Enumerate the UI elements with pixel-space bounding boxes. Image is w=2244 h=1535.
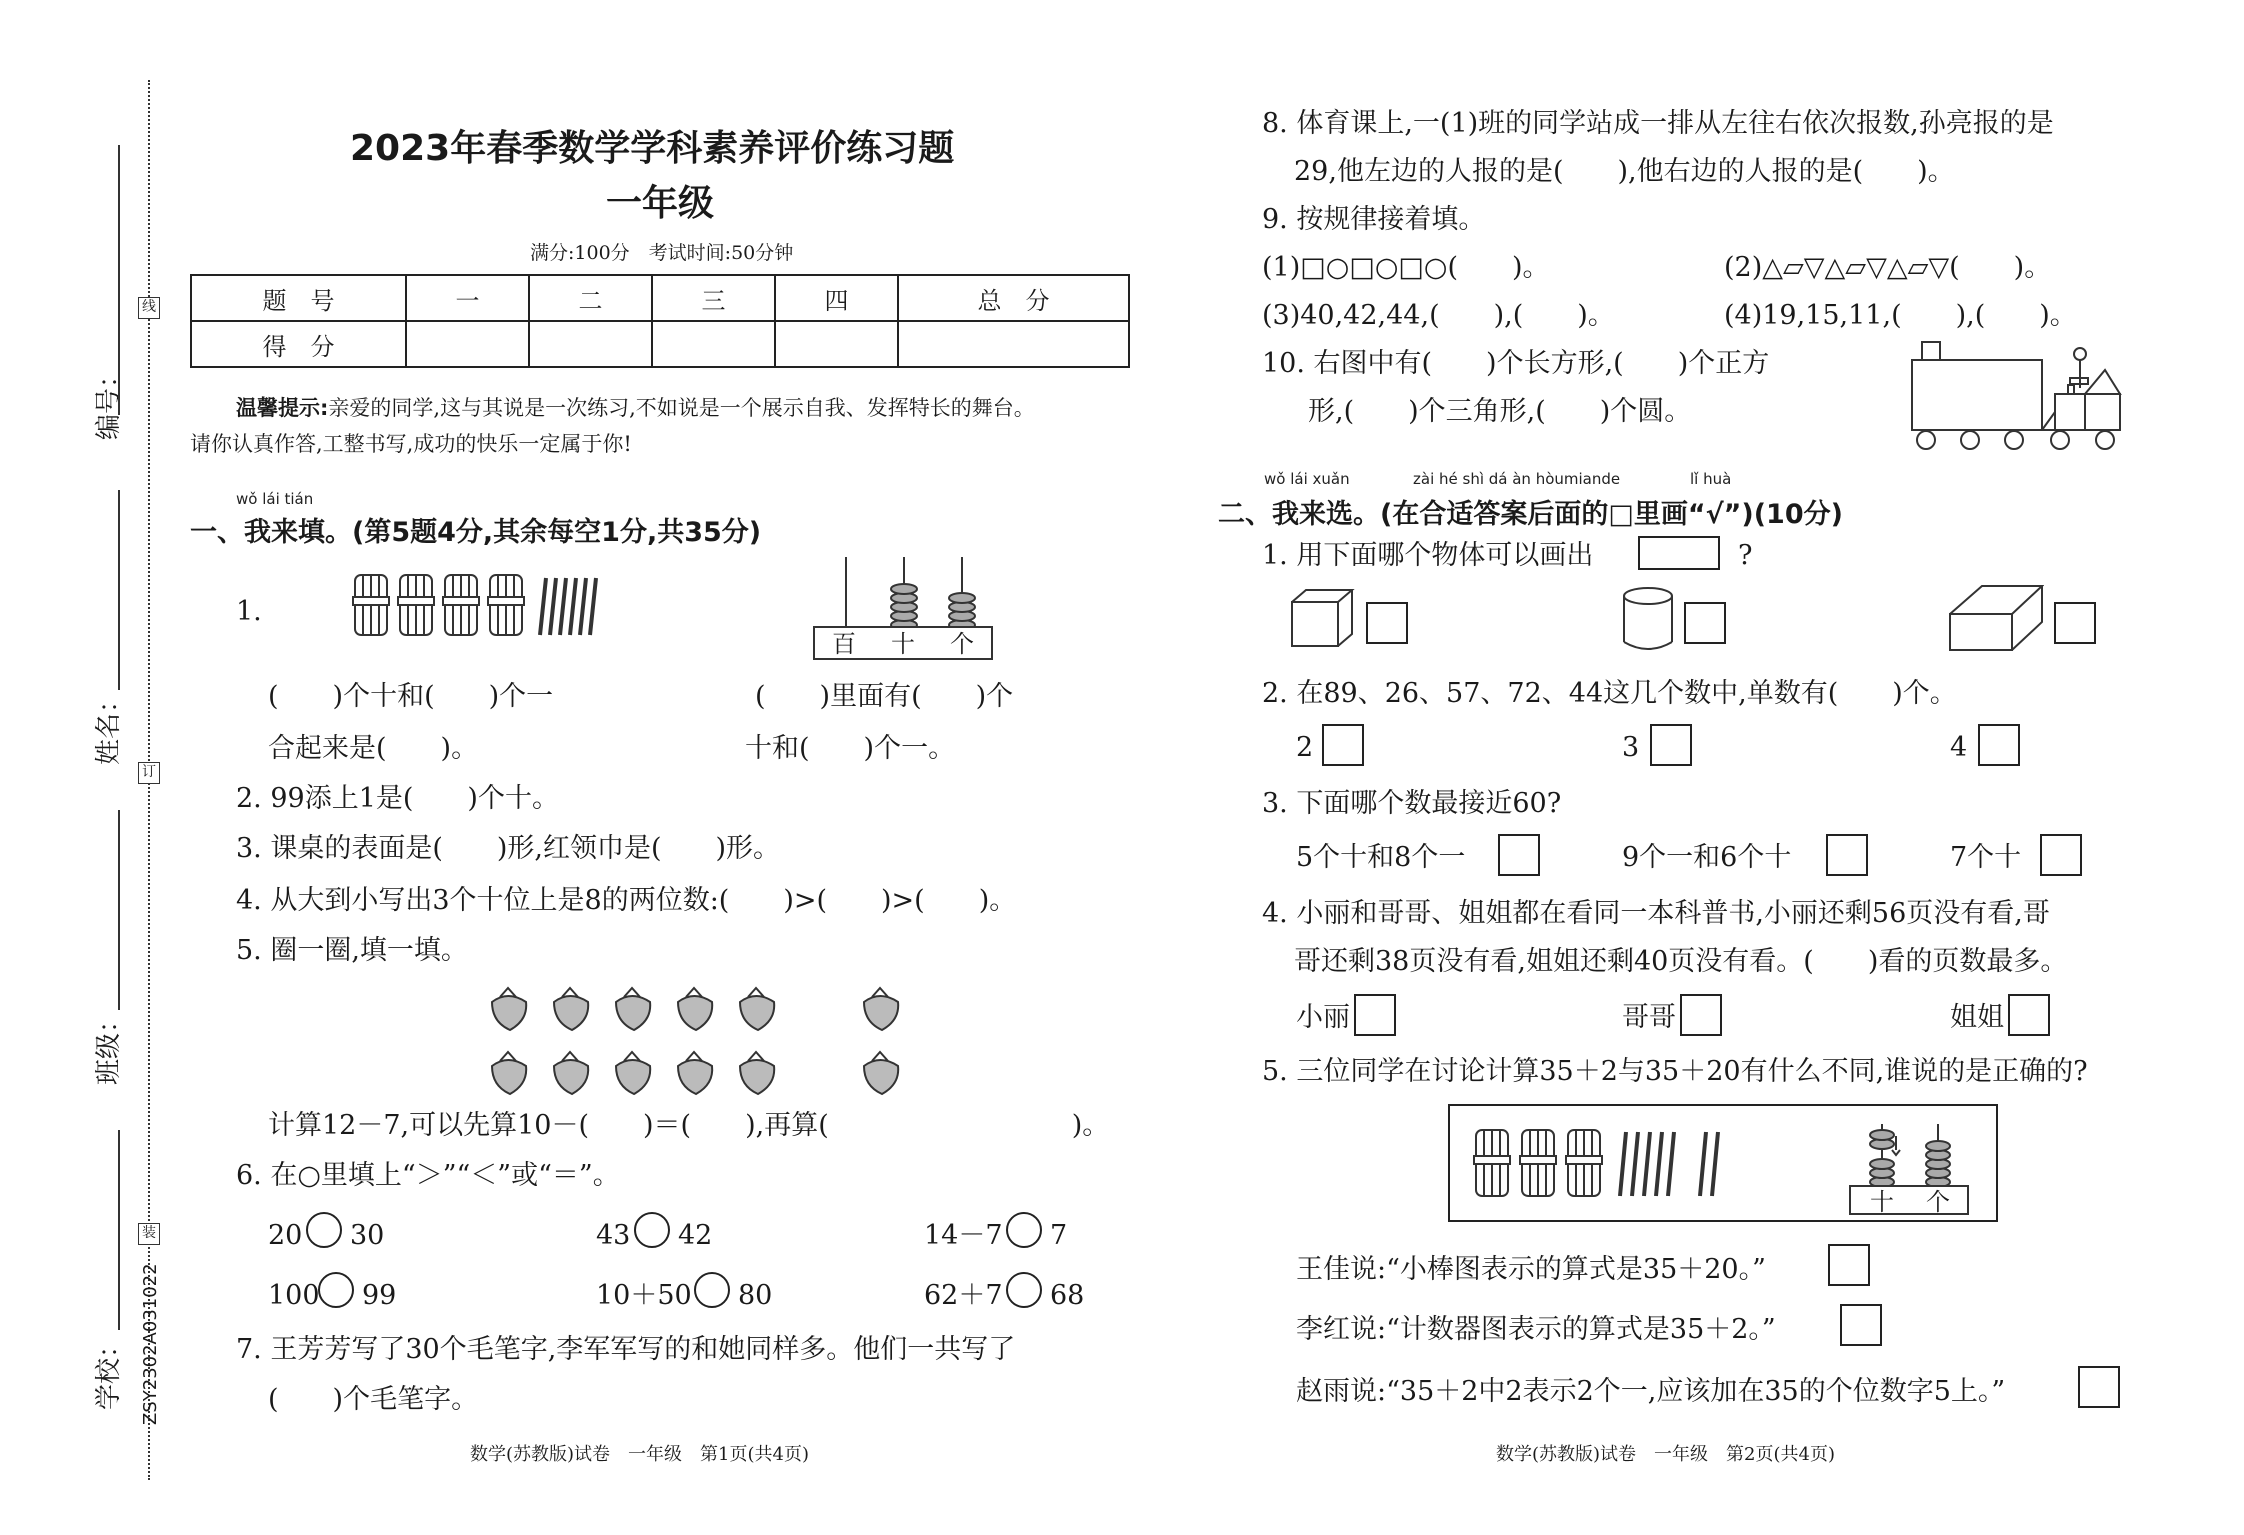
s2-pinyin-1: wǒ lái xuǎn <box>1264 470 1350 488</box>
answer-checkbox[interactable] <box>1828 1244 1870 1286</box>
compare-3-left: 14－7 <box>924 1220 1003 1251</box>
cylinder-figure <box>1620 586 1676 652</box>
choice-4-opt-b: 哥哥 <box>1622 1002 1676 1033</box>
strawberry <box>740 1052 774 1094</box>
tip-line2: 请你认真作答,工整书写,成功的快乐一定属于你! <box>190 432 632 456</box>
compare-1-right: 30 <box>350 1220 385 1251</box>
abacus-label-tens: 十 <box>891 630 915 658</box>
strawberry <box>864 1052 898 1094</box>
single-sticks <box>1620 1132 1718 1196</box>
answer-checkbox[interactable] <box>2008 994 2050 1036</box>
q1-right-line1: ( )里面有( )个 <box>755 681 1014 712</box>
compare-2-right: 42 <box>678 1220 713 1251</box>
score-cell[interactable] <box>775 321 898 367</box>
tip-text: 亲爱的同学,这与其说是一次练习,不如说是一个展示自我、发挥特长的舞台。 <box>328 396 1035 420</box>
strawberry <box>554 988 588 1030</box>
name-line <box>118 490 120 690</box>
q8-line1: 8. 体育课上,一(1)班的同学站成一排从左往右依次报数,孙亮报的是 <box>1262 108 2054 139</box>
s2-pinyin-2: zài hé shì dá àn hòumiande <box>1413 470 1621 488</box>
q10-line1: 10. 右图中有( )个长方形,( )个正方 <box>1262 348 1770 379</box>
question-9: 9. 按规律接着填。 <box>1262 204 1486 235</box>
answer-checkbox[interactable] <box>2054 602 2096 644</box>
choice-3: 3. 下面哪个数最接近60? <box>1262 788 1562 819</box>
right-footer: 数学(苏教版)试卷 一年级 第2页(共4页) <box>1496 1444 1835 1465</box>
strawberry <box>616 1052 650 1094</box>
choice-3-opt-b: 9个一和6个十 <box>1622 842 1792 873</box>
q1-right-line2: 十和( )个一。 <box>745 733 956 764</box>
abacus-label-ones: 个 <box>950 630 974 658</box>
compare-circle[interactable] <box>318 1272 354 1308</box>
score-cell[interactable] <box>529 321 652 367</box>
binding-tag-ding: 订 <box>138 762 160 784</box>
answer-checkbox[interactable] <box>1826 834 1868 876</box>
c5-statement-2: 李红说:“计数器图表示的算式是35＋2。” <box>1296 1314 1776 1345</box>
left-footer: 数学(苏教版)试卷 一年级 第1页(共4页) <box>470 1444 809 1465</box>
answer-checkbox[interactable] <box>1498 834 1540 876</box>
cube-figure <box>1290 588 1356 648</box>
answer-checkbox[interactable] <box>2078 1366 2120 1408</box>
strawberry <box>554 1052 588 1094</box>
choice-3-opt-a: 5个十和8个一 <box>1296 842 1466 873</box>
strawberry <box>492 1052 526 1094</box>
stick-bundle <box>488 575 524 635</box>
score-head-label: 题 号 <box>191 275 406 321</box>
section2-title: 二、我来选。(在合适答案后面的□里画“√”)(10分) <box>1218 499 1843 530</box>
tip-line1 <box>236 392 1035 422</box>
compare-circle[interactable] <box>1006 1212 1042 1248</box>
binding-tag-zhuang: 装 <box>138 1223 160 1245</box>
choice-4-line1: 4. 小丽和哥哥、姐姐都在看同一本科普书,小丽还剩56页没有看,哥 <box>1262 898 2050 929</box>
answer-checkbox[interactable] <box>1978 724 2020 766</box>
answer-checkbox[interactable] <box>1840 1304 1882 1346</box>
train-figure <box>1910 340 2125 452</box>
question-6: 6. 在○里填上“＞”“＜”或“＝”。 <box>236 1160 620 1191</box>
compare-circle[interactable] <box>694 1272 730 1308</box>
abacus-label-hundreds: 百 <box>832 630 856 658</box>
c5-sticks-figure <box>1470 1124 1790 1204</box>
choice-2: 2. 在89、26、57、72、44这几个数中,单数有( )个。 <box>1262 678 1957 709</box>
answer-checkbox[interactable] <box>1322 724 1364 766</box>
answer-checkbox[interactable] <box>2040 834 2082 876</box>
choice-2-opt-c: 4 <box>1950 732 1968 763</box>
strawberry-figure <box>480 980 920 1100</box>
answer-checkbox[interactable] <box>1684 602 1726 644</box>
q1-number: 1. <box>236 596 262 627</box>
stick-bundle <box>353 575 389 635</box>
c5-abacus-figure <box>1846 1120 1972 1216</box>
c5-statement-3: 赵雨说:“35＋2中2表示2个一,应该加在35的个位数字5上。” <box>1296 1376 2006 1407</box>
binding-tag-xian: 线 <box>138 297 160 319</box>
score-head-total: 总 分 <box>898 275 1129 321</box>
school-line <box>118 1130 120 1330</box>
section1-title: 一、我来填。(第5题4分,其余每空1分,共35分) <box>190 517 762 548</box>
compare-5-left: 10＋50 <box>596 1280 692 1311</box>
paper-code: ZSY2302A031022 <box>140 1263 161 1425</box>
id-line <box>118 145 120 415</box>
name-label: 姓名： <box>94 686 124 765</box>
stick-bundle <box>1474 1130 1510 1196</box>
choice-3-opt-c: 7个十 <box>1950 842 2022 873</box>
score-row-label: 得 分 <box>191 321 406 367</box>
school-label: 学校： <box>94 1331 124 1410</box>
compare-circle[interactable] <box>1006 1272 1042 1308</box>
compare-5-right: 80 <box>738 1280 773 1311</box>
exam-meta: 满分:100分 考试时间:50分钟 <box>530 242 794 264</box>
sticks-figure <box>350 570 600 642</box>
compare-4-right: 99 <box>362 1280 397 1311</box>
question-2: 2. 99添上1是( )个十。 <box>236 783 559 814</box>
stick-bundle <box>1520 1130 1556 1196</box>
s1-pinyin: wǒ lái tián <box>236 490 314 508</box>
c5-abacus-ones: 个 <box>1926 1188 1950 1216</box>
choice-2-opt-b: 3 <box>1622 732 1640 763</box>
score-head-2: 二 <box>529 275 652 321</box>
q1-left-line1: ( )个十和( )个一 <box>268 681 554 712</box>
score-cell[interactable] <box>652 321 775 367</box>
score-head-3: 三 <box>652 275 775 321</box>
choice-2-opt-a: 2 <box>1296 732 1314 763</box>
answer-checkbox[interactable] <box>1680 994 1722 1036</box>
stick-bundle <box>443 575 479 635</box>
c5-statement-1: 王佳说:“小棒图表示的算式是35＋20。” <box>1296 1254 1766 1285</box>
compare-3-right: 7 <box>1050 1220 1068 1251</box>
score-cell[interactable] <box>406 321 529 367</box>
strawberry <box>678 988 712 1030</box>
strawberry <box>740 988 774 1030</box>
compare-circle[interactable] <box>634 1212 670 1248</box>
q9-part4: (4)19,15,11,( ),( )。 <box>1724 300 2077 331</box>
q9-part3: (3)40,42,44,( ),( )。 <box>1262 300 1615 331</box>
choice-4-opt-a: 小丽 <box>1296 1002 1350 1033</box>
q9-part1: (1)□○□○□○( )。 <box>1262 252 1550 283</box>
score-head-4: 四 <box>775 275 898 321</box>
compare-circle[interactable] <box>306 1212 342 1248</box>
q9-part2: (2)△▱▽△▱▽△▱▽( )。 <box>1724 252 2052 283</box>
compare-6-right: 68 <box>1050 1280 1085 1311</box>
strawberry <box>864 988 898 1030</box>
compare-2-left: 43 <box>596 1220 631 1251</box>
answer-checkbox[interactable] <box>1650 724 1692 766</box>
stick-bundle <box>398 575 434 635</box>
exam-title: 2023年春季数学学科素养评价练习题 <box>350 128 955 169</box>
question-3: 3. 课桌的表面是( )形,红领巾是( )形。 <box>236 833 781 864</box>
answer-checkbox[interactable] <box>1366 602 1408 644</box>
question-5: 5. 圈一圈,填一填。 <box>236 935 468 966</box>
choice-1: 1. 用下面哪个物体可以画出 <box>1262 540 1594 571</box>
id-label: 编号： <box>94 361 124 440</box>
score-head-1: 一 <box>406 275 529 321</box>
grade-title: 一年级 <box>606 183 715 224</box>
compare-4-left: 100 <box>268 1280 320 1311</box>
q7-line2: ( )个毛笔字。 <box>268 1384 479 1415</box>
choice-4-opt-c: 姐姐 <box>1950 1002 2004 1033</box>
compare-1-left: 20 <box>268 1220 303 1251</box>
q8-line2: 29,他左边的人报的是( ),他右边的人报的是( )。 <box>1294 156 1955 187</box>
q5-calc: 计算12－7,可以先算10－( )＝( ),再算( )。 <box>268 1110 1110 1141</box>
question-4: 4. 从大到小写出3个十位上是8的两位数:( )>( )>( )。 <box>236 885 1017 916</box>
strawberry <box>616 988 650 1030</box>
rectangle-shape <box>1638 536 1720 570</box>
q1-left-line2: 合起来是( )。 <box>268 733 479 764</box>
cuboid-figure <box>1948 584 2044 654</box>
choice-5: 5. 三位同学在讨论计算35＋2与35＋20有什么不同,谁说的是正确的? <box>1262 1056 2088 1087</box>
answer-checkbox[interactable] <box>1354 994 1396 1036</box>
strawberry <box>678 1052 712 1094</box>
c5-abacus-tens: 十 <box>1870 1188 1894 1216</box>
choice-4-line2: 哥还剩38页没有看,姐姐还剩40页没有看。( )看的页数最多。 <box>1294 946 2068 977</box>
q10-line2: 形,( )个三角形,( )个圆。 <box>1308 396 1692 427</box>
class-label: 班级： <box>94 1006 124 1085</box>
single-sticks <box>540 578 596 635</box>
s2-pinyin-3: lǐ huà <box>1690 470 1732 488</box>
score-cell[interactable] <box>898 321 1129 367</box>
strawberry <box>492 988 526 1030</box>
compare-6-left: 62＋7 <box>924 1280 1003 1311</box>
tip-label: 温馨提示: <box>236 396 329 420</box>
class-line <box>118 810 120 1010</box>
q7-line1: 7. 王芳芳写了30个毛笔字,李军军写的和她同样多。他们一共写了 <box>236 1334 1016 1365</box>
stick-bundle <box>1566 1130 1602 1196</box>
score-table <box>190 274 1130 368</box>
choice-1-question-mark: ? <box>1738 540 1753 571</box>
